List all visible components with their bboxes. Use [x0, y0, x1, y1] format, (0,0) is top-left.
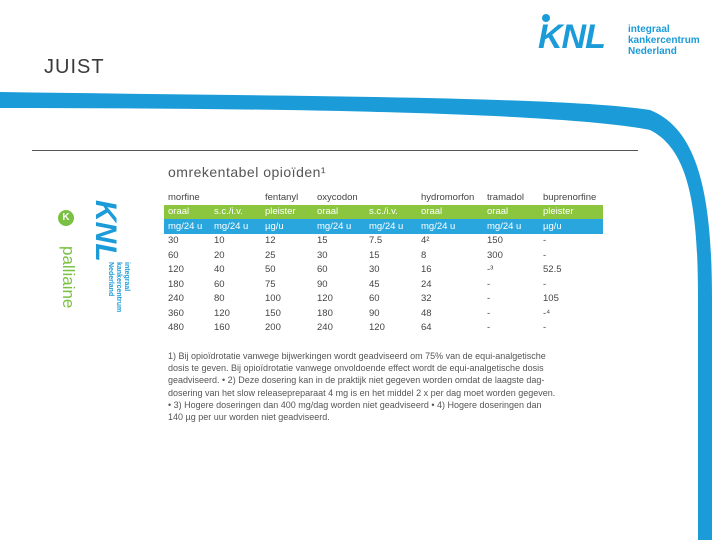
side-org-line-3: Nederland [107, 262, 114, 297]
table-cell: 200 [265, 322, 281, 334]
table-cell: oraal [417, 205, 483, 220]
table-cell: -³ [487, 264, 494, 276]
table-cell: s.c./i.v. [210, 205, 261, 220]
table-cell: 360 [168, 307, 184, 319]
table-row [164, 292, 603, 307]
table-cell: 48 [421, 307, 432, 319]
table-cell: - [487, 293, 491, 305]
table-cell: 10 [214, 235, 225, 247]
table-cell: 90 [369, 307, 380, 319]
table-cell: 120 [214, 307, 230, 319]
table-header-routes [164, 205, 603, 220]
table-cell: 480 [168, 322, 184, 334]
side-org-line-1: integraal [123, 262, 130, 292]
footnote-line: dosis te geven. Bij opioïdrotatie vanwege onvoldoende effect wordt de equi-analgetische dosis [168, 363, 544, 374]
table-cell: mg/24 u [483, 219, 539, 234]
table-cell: oxycodon [317, 191, 358, 203]
table-cell: 50 [265, 264, 276, 276]
table-cell: hydromorfon [421, 191, 475, 203]
side-brand: palliaine [59, 246, 78, 309]
table-cell: buprenorfine [543, 191, 597, 203]
table-cell: -⁴ [543, 307, 551, 319]
table-cell: morfine [168, 191, 200, 203]
side-logo [42, 176, 142, 446]
logo-line-2: kankercentrum [628, 35, 700, 46]
table-cell: mg/24 u [365, 219, 417, 234]
logo-mark: KNL [538, 18, 605, 56]
table-cell: 45 [369, 278, 380, 290]
table-cell: 60 [168, 249, 179, 261]
table-cell: 60 [369, 293, 380, 305]
table-header-units [164, 219, 603, 234]
table-cell: 120 [317, 293, 333, 305]
table-cell: 240 [168, 293, 184, 305]
table-row [164, 306, 603, 321]
table-cell: 160 [214, 322, 230, 334]
table-cell: - [543, 249, 547, 261]
table-cell: 25 [265, 249, 276, 261]
footnote-line: 140 µg per uur worden niet geadviseerd. [168, 412, 330, 423]
footnote-line: geadviseerd. • 2) Deze dosering kan in de praktijk niet gegeven worden omdat de laagste dag- [168, 375, 545, 386]
scanned-document [32, 150, 638, 472]
logo-line-3: Nederland [628, 46, 677, 57]
table-cell: 60 [317, 264, 328, 276]
table-cell: 7.5 [369, 235, 383, 247]
table-cell: 80 [214, 293, 225, 305]
table-cell: 300 [487, 249, 503, 261]
table-cell: 75 [265, 278, 276, 290]
table-cell: - [543, 278, 547, 290]
footnote-line: dosering van het slow releasepreparaat 4 mg is en het middel 2 x per dag moet worden gegeven. [168, 387, 556, 398]
table-cell [365, 190, 417, 205]
table-cell: 100 [265, 293, 281, 305]
table-cell: 105 [543, 293, 559, 305]
table-cell: 240 [317, 322, 333, 334]
table-cell: 8 [421, 249, 427, 261]
table-cell: - [487, 322, 491, 334]
table-header-drugs [164, 190, 603, 205]
footnote-line: • 3) Hogere doseringen dan 400 mg/dag worden niet geadviseerd • 4) Hogere doseringen dan [168, 399, 542, 410]
table-cell: 40 [214, 264, 225, 276]
table-cell: mg/24 u [417, 219, 483, 234]
table-cell: fentanyl [265, 191, 299, 203]
table-cell: µg/u [539, 219, 603, 234]
logo-line-1: integraal [628, 24, 670, 35]
table-row [164, 248, 603, 263]
table-cell: 16 [421, 264, 432, 276]
slide-title: JUIST [44, 56, 105, 78]
table-cell: 30 [369, 264, 380, 276]
table-cell: 180 [168, 278, 184, 290]
table-cell: µg/u [261, 219, 313, 234]
conversion-table [164, 190, 603, 335]
table-cell: - [487, 278, 491, 290]
divider [32, 150, 638, 151]
table-cell: oraal [313, 205, 365, 220]
table-cell: 20 [214, 249, 225, 261]
table-cell: 30 [317, 249, 328, 261]
table-cell: pleister [261, 205, 313, 220]
table-cell: mg/24 u [210, 219, 261, 234]
table-cell: pleister [539, 205, 603, 220]
table-cell: s.c./i.v. [365, 205, 417, 220]
table-row [164, 234, 603, 249]
table-cell: oraal [483, 205, 539, 220]
table-cell: 30 [168, 235, 179, 247]
table-cell: 180 [317, 307, 333, 319]
table-cell: 52.5 [543, 264, 562, 276]
table-cell: 24 [421, 278, 432, 290]
table-cell: 150 [265, 307, 281, 319]
table-cell: mg/24 u [164, 219, 210, 234]
table-row [164, 263, 603, 278]
table-cell: 15 [369, 249, 380, 261]
table-cell: 150 [487, 235, 503, 247]
table-cell: 12 [265, 235, 276, 247]
table-cell: 4² [421, 235, 430, 247]
side-org-line-2: kankercentrum [115, 262, 122, 313]
table-cell: 32 [421, 293, 432, 305]
table-cell: mg/24 u [313, 219, 365, 234]
table-cell: tramadol [487, 191, 524, 203]
table-cell: - [487, 307, 491, 319]
palliaine-badge-icon: K [58, 210, 74, 226]
footnote [168, 350, 624, 423]
table-cell [210, 190, 261, 205]
table-cell: oraal [164, 205, 210, 220]
logo-text [628, 24, 700, 57]
table-row [164, 321, 603, 336]
table-cell: 15 [317, 235, 328, 247]
table-cell: 90 [317, 278, 328, 290]
table-cell: - [543, 322, 547, 334]
table-title: omrekentabel opioïden¹ [168, 164, 327, 180]
table-cell: - [543, 235, 547, 247]
table-cell: 60 [214, 278, 225, 290]
side-logo-mark: KNL [89, 200, 122, 262]
table-cell: 120 [168, 264, 184, 276]
table-cell: 120 [369, 322, 385, 334]
knl-logo [538, 14, 718, 66]
table-cell: 64 [421, 322, 432, 334]
footnote-line: 1) Bij opioïdrotatie vanwege bijwerkingen wordt geadviseerd om 75% van de equi-analgetische [168, 351, 546, 361]
side-logo-org [106, 262, 130, 312]
table-row [164, 277, 603, 292]
